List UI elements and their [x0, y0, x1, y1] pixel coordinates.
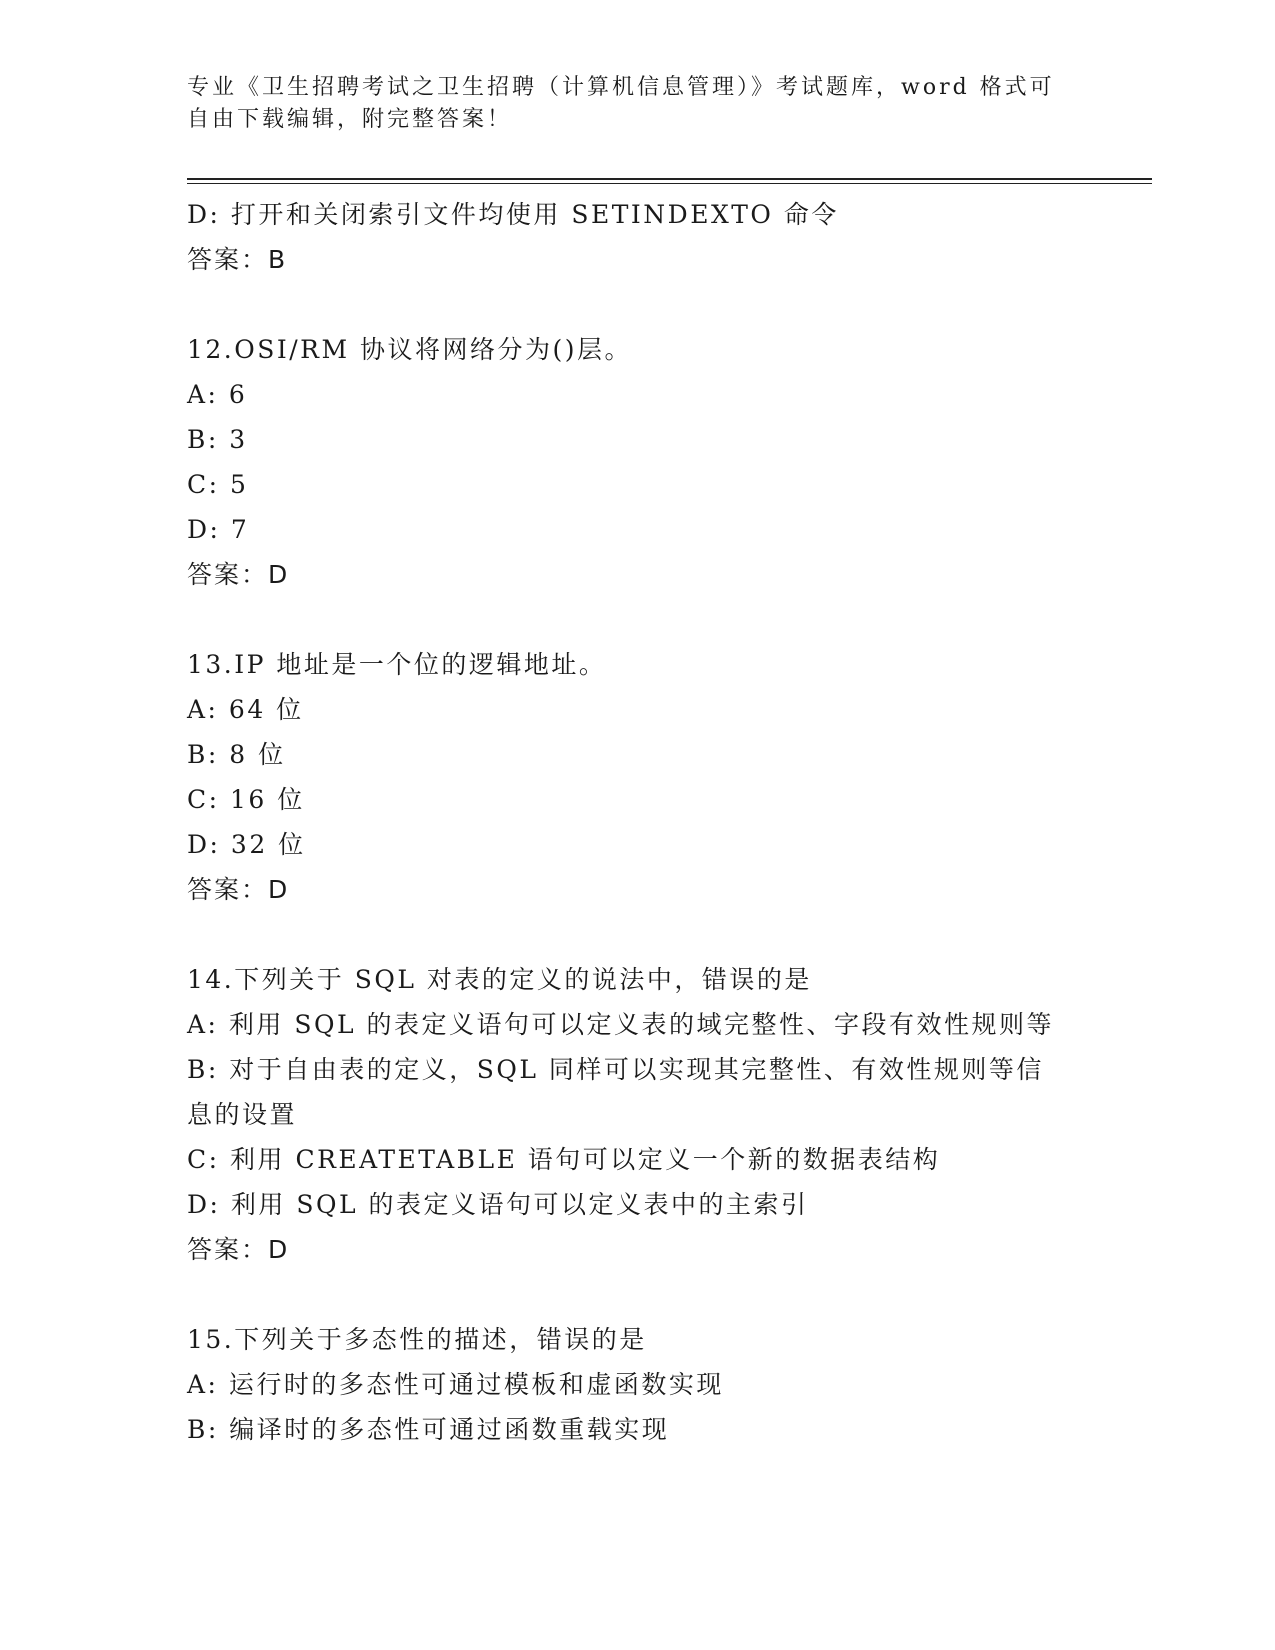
option-d: D: 7 [187, 515, 250, 544]
option-b: B: 3 [187, 425, 248, 454]
spacer [187, 282, 1152, 327]
spacer [187, 597, 1152, 642]
option-c: C: 利用 CREATETABLE 语句可以定义一个新的数据表结构 [187, 1145, 941, 1174]
answer: 答案：D [187, 560, 290, 589]
document-header: 专业《卫生招聘考试之卫生招聘（计算机信息管理）》考试题库，word 格式可自由下载编辑，附完整答案！ [187, 75, 1055, 132]
carryover-answer: 答案：B [187, 245, 288, 274]
answer: 答案：D [187, 875, 290, 904]
spacer [187, 912, 1152, 957]
option-a: A: 6 [187, 380, 248, 409]
option-a: A: 64 位 [187, 695, 304, 724]
question-block [187, 1317, 1152, 1452]
option-b: B: 编译时的多态性可通过函数重载实现 [187, 1415, 670, 1444]
option-b: B: 对于自由表的定义，SQL 同样可以实现其完整性、有效性规则等信息的设置 [187, 1055, 1044, 1129]
option-a: A: 利用 SQL 的表定义语句可以定义表的域完整性、字段有效性规则等 [187, 1010, 1055, 1039]
question-block [187, 327, 1152, 597]
carryover-option-d: D: 打开和关闭索引文件均使用 SETINDEXTO 命令 [187, 200, 839, 229]
option-d: D: 32 位 [187, 830, 306, 859]
question-stem: 15.下列关于多态性的描述，错误的是 [187, 1325, 647, 1354]
header-rule-thin [187, 183, 1152, 184]
option-b: B: 8 位 [187, 740, 286, 769]
question-stem: 14.下列关于 SQL 对表的定义的说法中，错误的是 [187, 965, 812, 994]
option-a: A: 运行时的多态性可通过模板和虚函数实现 [187, 1370, 724, 1399]
question-block [187, 957, 1152, 1272]
answer: 答案：D [187, 1235, 290, 1264]
question-list [187, 192, 1152, 1452]
question-block [187, 642, 1152, 912]
spacer [187, 1272, 1152, 1317]
option-d: D: 利用 SQL 的表定义语句可以定义表中的主索引 [187, 1190, 809, 1219]
question-stem: 13.IP 地址是一个位的逻辑地址。 [187, 650, 607, 679]
option-c: C: 16 位 [187, 785, 305, 814]
header-rule-thick [187, 178, 1152, 180]
question-stem: 12.OSI/RM 协议将网络分为()层。 [187, 335, 633, 364]
option-c: C: 5 [187, 470, 249, 499]
